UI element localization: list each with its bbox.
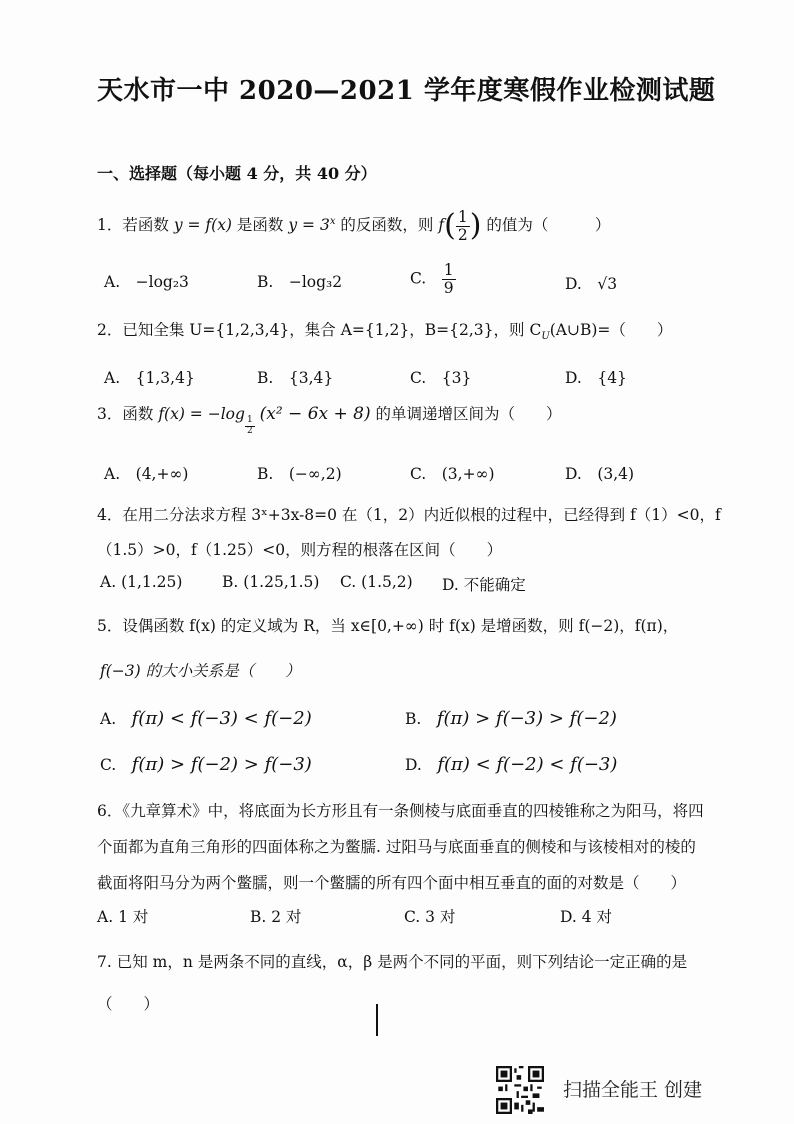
q2-option-d [565, 366, 627, 388]
q2-sub: U [541, 331, 550, 343]
option-text: 不能确定 [463, 576, 526, 594]
q6-option-a [97, 905, 148, 927]
q6-option-c [404, 905, 455, 927]
question-1: 1．若函数 y = f(x) 是函数 $y = 3^x$ 的反函数，则 f( $\frac{1}{2}$ ) 的值为（ ） [97, 207, 611, 244]
q1-mid: 是函数 [236, 216, 284, 235]
qr-code-icon [496, 1066, 544, 1114]
question-6-line-3: 截面将阳马分为两个鳖臑，则一个鳖臑的所有四个面中相互垂直的面的对数是（ ） [97, 874, 687, 892]
q1-exp: y = 3 [288, 216, 330, 235]
pen-mark [376, 1004, 378, 1036]
option-text: f(π) > f(−2) > f(−3) [131, 754, 312, 775]
option-label: B. [257, 369, 274, 387]
q6-option-b [250, 905, 302, 927]
scanner-watermark: 扫描全能王 创建 [562, 1079, 702, 1101]
option-text: 1 对 [118, 908, 149, 926]
option-label: C. [340, 573, 357, 591]
option-text: f(π) < f(−3) < f(−2) [131, 708, 312, 729]
option-label: B. [405, 710, 422, 728]
question-2 [97, 318, 672, 342]
q4-option-b [222, 573, 319, 591]
option-text: (3,4) [597, 465, 635, 483]
option-label: D. [565, 465, 582, 483]
option-label: D. [565, 275, 582, 293]
option-text: √3 [597, 275, 618, 293]
question-7-line-1: 7. 已知 m，n 是两条不同的直线，α，β 是两个不同的平面，则下列结论一定正确的是 [97, 953, 688, 971]
q3-option-b [257, 462, 342, 484]
q1-option-a [104, 270, 189, 292]
q6-option-d [560, 905, 612, 927]
q1-option-b [257, 270, 342, 292]
q3-option-c [410, 462, 495, 484]
option-label: D. [565, 369, 582, 387]
q1-frac-num: 1 [457, 207, 468, 226]
q3-arg: (x² − 6x + 8) [259, 404, 371, 424]
q1-prefix: 1．若函数 [97, 216, 169, 235]
q3-option-a [104, 462, 188, 484]
q3-log-base [245, 416, 255, 437]
q2-tail: (A∪B)=（ ） [549, 321, 673, 339]
option-label: A. [97, 908, 114, 926]
q2-text: 2．已知全集 U={1,2,3,4}，集合 A={1,2}，B={2,3}，则 C [97, 321, 542, 339]
option-frac-num: 1 [443, 261, 454, 279]
option-label: A. [100, 573, 117, 591]
question-6-line-1: 6．《九章算术》中，将底面为长方形且有一条侧棱与底面垂直的四棱锥称之为阳马，将四 [97, 802, 704, 820]
option-label: B. [222, 573, 239, 591]
q1-sup: x [329, 216, 336, 227]
q4-option-a [100, 573, 182, 591]
option-text: {3,4} [288, 369, 334, 387]
q1-suffix: 的值为（ ） [486, 216, 611, 235]
option-text: {3} [441, 369, 472, 387]
q1-func: y = f(x) [173, 216, 232, 235]
option-text: (3,+∞) [441, 465, 495, 483]
q3-func: f(x) = −log [158, 405, 245, 423]
option-text: 4 对 [581, 908, 613, 926]
option-text: (1,1.25) [121, 573, 183, 591]
option-label: A. [104, 465, 121, 483]
question-5-line-2: f(−3) 的大小关系是（ ） [100, 662, 301, 680]
option-text: {1,3,4} [135, 369, 195, 387]
option-label: C. [404, 908, 421, 926]
q3-option-d [565, 462, 634, 484]
question-5-line-1: 5．设偶函数 f(x) 的定义域为 R，当 x∈[0,+∞) 时 f(x) 是增函数，则 f(−2)，f(π)， [97, 617, 679, 635]
q4-option-c [340, 573, 413, 591]
q4-option-d [442, 573, 526, 595]
option-text: (1.25,1.5) [243, 573, 320, 591]
option-label: C. [410, 269, 427, 288]
q1-option-d [565, 272, 617, 294]
option-label: A. [100, 710, 117, 728]
page-title: 天水市一中 2020—2021 学年度寒假作业检测试题 [97, 76, 716, 106]
q1-fraction [456, 209, 470, 244]
question-6-line-2: 个面都为直角三角形的四面体称之为鳖臑. 过阳马与底面垂直的侧棱和与该棱相对的棱的 [97, 838, 696, 856]
option-label: C. [410, 369, 427, 387]
q1-option-c [410, 262, 456, 297]
q2-option-c [410, 366, 471, 388]
option-label: A. [104, 369, 121, 387]
option-frac-den: 9 [443, 279, 454, 298]
q5-option-a [100, 707, 312, 729]
option-label: C. [410, 465, 427, 483]
q3-suffix: 的单调递增区间为（ ） [375, 405, 562, 423]
option-label: D. [405, 756, 422, 774]
option-label: B. [257, 273, 274, 291]
option-text: 3 对 [425, 908, 456, 926]
q5-option-d [405, 753, 617, 775]
option-label: D. [560, 908, 577, 926]
question-7-line-2: （ ） [97, 995, 160, 1013]
q5-option-c [100, 753, 312, 775]
option-label: C. [100, 756, 117, 774]
question-4-line-2: （1.5）>0，f（1.25）<0，则方程的根落在区间（ ） [97, 541, 503, 559]
q1-frac-den: 2 [457, 225, 468, 244]
option-label: D. [442, 576, 459, 594]
q5-option-b [405, 707, 617, 729]
option-text: f(π) < f(−2) < f(−3) [437, 754, 618, 775]
q3-base-den: 2 [246, 426, 253, 436]
q3-prefix: 3．函数 [97, 405, 154, 423]
option-text: −log₂3 [135, 273, 189, 291]
option-text: (1.5,2) [361, 573, 413, 591]
option-label: B. [250, 908, 267, 926]
q1-mid2: 的反函数，则 [340, 216, 434, 235]
option-text: f(π) > f(−3) > f(−2) [436, 708, 617, 729]
q1-f: f [438, 216, 445, 235]
q2-option-a [104, 366, 195, 388]
q3-base-num: 1 [246, 415, 253, 426]
option-label: B. [257, 465, 274, 483]
section-heading: 一、选择题（每小题 4 分，共 40 分） [97, 164, 377, 183]
question-3 [97, 402, 562, 437]
option-text: (−∞,2) [288, 465, 342, 483]
option-text: (4,+∞) [135, 465, 189, 483]
option-text: 2 对 [271, 908, 302, 926]
option-label: A. [104, 273, 121, 291]
option-text: −log₃2 [288, 273, 343, 291]
q2-option-b [257, 366, 333, 388]
option-text: {4} [597, 369, 627, 387]
question-4-line-1: 4．在用二分法求方程 3ˣ+3x-8=0 在（1，2）内近似根的过程中，已经得到 f（1）<0，f [97, 506, 721, 524]
